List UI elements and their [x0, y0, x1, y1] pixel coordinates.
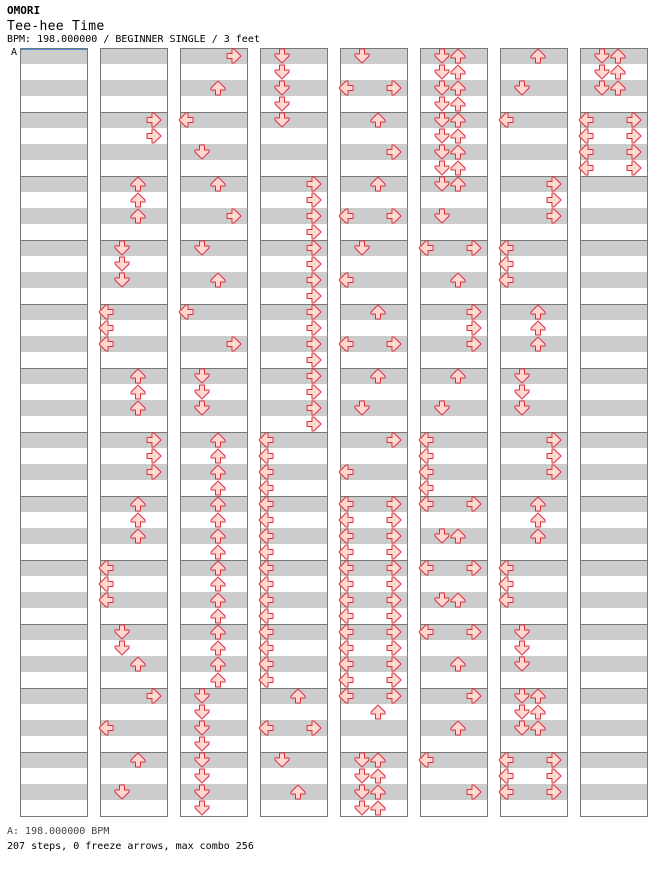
- left-arrow: [499, 257, 513, 271]
- beat-stripe: [20, 432, 88, 448]
- beat-stripe: [100, 80, 168, 96]
- left-arrow: [99, 321, 113, 335]
- down-arrow: [275, 97, 289, 111]
- up-arrow: [451, 129, 465, 143]
- down-arrow: [355, 801, 369, 815]
- song-title: Tee-hee Time: [7, 19, 105, 34]
- up-arrow: [131, 513, 145, 527]
- artist-name: OMORI: [7, 4, 41, 17]
- right-arrow: [307, 353, 321, 367]
- up-arrow: [211, 449, 225, 463]
- beat-stripe: [500, 400, 568, 416]
- chart-column: [99, 48, 168, 817]
- left-arrow: [339, 673, 353, 687]
- beat-stripe: [420, 400, 488, 416]
- down-arrow: [595, 65, 609, 79]
- down-arrow: [515, 385, 529, 399]
- beat-stripe: [500, 80, 568, 96]
- beat-stripe: [500, 368, 568, 384]
- right-arrow: [387, 609, 401, 623]
- beat-stripe: [580, 368, 648, 384]
- right-arrow: [307, 257, 321, 271]
- left-arrow: [339, 577, 353, 591]
- up-arrow: [211, 577, 225, 591]
- beat-stripe: [100, 144, 168, 160]
- left-arrow: [339, 545, 353, 559]
- beat-stripe: [20, 496, 88, 512]
- beat-stripe: [20, 688, 88, 704]
- beat-stripe: [20, 144, 88, 160]
- chart-column: [179, 48, 248, 817]
- chart-column: [20, 48, 88, 817]
- up-arrow: [211, 641, 225, 655]
- beat-stripe: [20, 720, 88, 736]
- beat-stripe: [20, 368, 88, 384]
- right-arrow: [387, 545, 401, 559]
- beat-stripe: [180, 720, 248, 736]
- down-arrow: [435, 129, 449, 143]
- left-arrow: [419, 481, 433, 495]
- beat-stripe: [20, 752, 88, 768]
- beat-stripe: [340, 720, 408, 736]
- down-arrow: [115, 641, 129, 655]
- beat-stripe: [20, 336, 88, 352]
- up-arrow: [371, 705, 385, 719]
- up-arrow: [451, 65, 465, 79]
- beat-stripe: [20, 784, 88, 800]
- beat-stripe: [20, 400, 88, 416]
- left-arrow: [259, 449, 273, 463]
- right-arrow: [387, 641, 401, 655]
- step-stats: 207 steps, 0 freeze arrows, max combo 256: [7, 841, 254, 852]
- beat-stripe: [180, 144, 248, 160]
- beat-stripe: [180, 240, 248, 256]
- down-arrow: [275, 65, 289, 79]
- beat-stripe: [580, 176, 648, 192]
- up-arrow: [531, 321, 545, 335]
- beat-stripe: [580, 336, 648, 352]
- beat-stripe: [20, 240, 88, 256]
- down-arrow: [515, 641, 529, 655]
- beat-stripe: [20, 528, 88, 544]
- down-arrow: [355, 769, 369, 783]
- beat-stripe: [580, 304, 648, 320]
- left-arrow: [499, 769, 513, 783]
- beat-stripe: [180, 752, 248, 768]
- up-arrow: [531, 705, 545, 719]
- chart-column: [579, 48, 648, 817]
- beat-stripe: [580, 656, 648, 672]
- beat-stripe: [580, 272, 648, 288]
- beat-stripe: [20, 464, 88, 480]
- beat-stripe: [180, 400, 248, 416]
- right-arrow: [627, 161, 641, 175]
- beat-stripe: [100, 624, 168, 640]
- beat-stripe: [20, 80, 88, 96]
- beat-stripe: [20, 176, 88, 192]
- beat-stripe: [580, 528, 648, 544]
- right-arrow: [307, 417, 321, 431]
- right-arrow: [387, 513, 401, 527]
- chart-column: [419, 48, 488, 817]
- up-arrow: [211, 609, 225, 623]
- right-arrow: [307, 289, 321, 303]
- right-arrow: [307, 321, 321, 335]
- beat-stripe: [340, 240, 408, 256]
- beat-stripe: [20, 48, 88, 64]
- beat-stripe: [100, 272, 168, 288]
- left-arrow: [99, 577, 113, 591]
- beat-stripe: [340, 400, 408, 416]
- beat-stripe: [580, 688, 648, 704]
- beat-stripe: [260, 144, 328, 160]
- up-arrow: [211, 481, 225, 495]
- up-arrow: [211, 513, 225, 527]
- left-arrow: [339, 609, 353, 623]
- down-arrow: [195, 737, 209, 751]
- left-arrow: [579, 129, 593, 143]
- up-arrow: [451, 161, 465, 175]
- down-arrow: [195, 385, 209, 399]
- down-arrow: [435, 65, 449, 79]
- right-arrow: [387, 577, 401, 591]
- right-arrow: [307, 225, 321, 239]
- right-arrow: [307, 385, 321, 399]
- bpm-marker-line: [20, 49, 88, 50]
- beat-stripe: [20, 592, 88, 608]
- beat-stripe: [580, 720, 648, 736]
- beat-stripe: [500, 656, 568, 672]
- down-arrow: [435, 97, 449, 111]
- chart-info: BPM: 198.000000 / BEGINNER SINGLE / 3 feet: [7, 34, 260, 45]
- left-arrow: [339, 513, 353, 527]
- up-arrow: [211, 673, 225, 687]
- right-arrow: [147, 449, 161, 463]
- beat-stripe: [20, 112, 88, 128]
- up-arrow: [371, 769, 385, 783]
- left-arrow: [259, 609, 273, 623]
- beat-stripe: [20, 656, 88, 672]
- beat-stripe: [20, 304, 88, 320]
- chart-column: [259, 48, 328, 817]
- beat-stripe: [260, 48, 328, 64]
- beat-stripe: [580, 496, 648, 512]
- beat-stripe: [20, 272, 88, 288]
- down-arrow: [195, 769, 209, 783]
- right-arrow: [627, 129, 641, 143]
- beat-stripe: [260, 80, 328, 96]
- right-arrow: [547, 193, 561, 207]
- down-arrow: [195, 705, 209, 719]
- left-arrow: [259, 673, 273, 687]
- beat-stripe: [180, 688, 248, 704]
- beat-stripe: [580, 624, 648, 640]
- beat-stripe: [20, 624, 88, 640]
- beat-stripe: [500, 624, 568, 640]
- right-arrow: [467, 321, 481, 335]
- left-arrow: [499, 577, 513, 591]
- up-arrow: [531, 513, 545, 527]
- beat-stripe: [580, 208, 648, 224]
- right-arrow: [547, 449, 561, 463]
- beat-stripe: [340, 48, 408, 64]
- left-arrow: [259, 481, 273, 495]
- beat-stripe: [20, 560, 88, 576]
- right-arrow: [547, 769, 561, 783]
- bpm-marker-label: A: [11, 47, 18, 58]
- beat-stripe: [580, 464, 648, 480]
- beat-stripe: [260, 752, 328, 768]
- beat-stripe: [580, 240, 648, 256]
- left-arrow: [579, 161, 593, 175]
- beat-stripe: [580, 784, 648, 800]
- chart-column: [499, 48, 568, 817]
- beat-stripe: [100, 240, 168, 256]
- beat-stripe: [580, 752, 648, 768]
- up-arrow: [371, 801, 385, 815]
- up-arrow: [611, 65, 625, 79]
- beat-stripe: [100, 48, 168, 64]
- beat-stripe: [420, 208, 488, 224]
- left-arrow: [259, 513, 273, 527]
- up-arrow: [131, 193, 145, 207]
- left-arrow: [339, 641, 353, 655]
- beat-stripe: [580, 400, 648, 416]
- chart-column: [339, 48, 408, 817]
- beat-stripe: [500, 144, 568, 160]
- beat-stripe: [580, 592, 648, 608]
- right-arrow: [147, 129, 161, 143]
- bpm-footer: A: 198.000000 BPM: [7, 826, 110, 837]
- beat-stripe: [580, 560, 648, 576]
- beat-stripe: [580, 432, 648, 448]
- right-arrow: [307, 193, 321, 207]
- beat-stripe: [100, 784, 168, 800]
- up-arrow: [131, 385, 145, 399]
- beat-stripe: [180, 368, 248, 384]
- down-arrow: [115, 257, 129, 271]
- left-arrow: [259, 641, 273, 655]
- right-arrow: [387, 673, 401, 687]
- left-arrow: [259, 577, 273, 591]
- up-arrow: [451, 97, 465, 111]
- down-arrow: [195, 801, 209, 815]
- left-arrow: [259, 545, 273, 559]
- down-arrow: [435, 161, 449, 175]
- beat-stripe: [260, 112, 328, 128]
- down-arrow: [515, 705, 529, 719]
- left-arrow: [419, 449, 433, 463]
- up-arrow: [211, 545, 225, 559]
- beat-stripe: [20, 208, 88, 224]
- beat-stripe: [180, 784, 248, 800]
